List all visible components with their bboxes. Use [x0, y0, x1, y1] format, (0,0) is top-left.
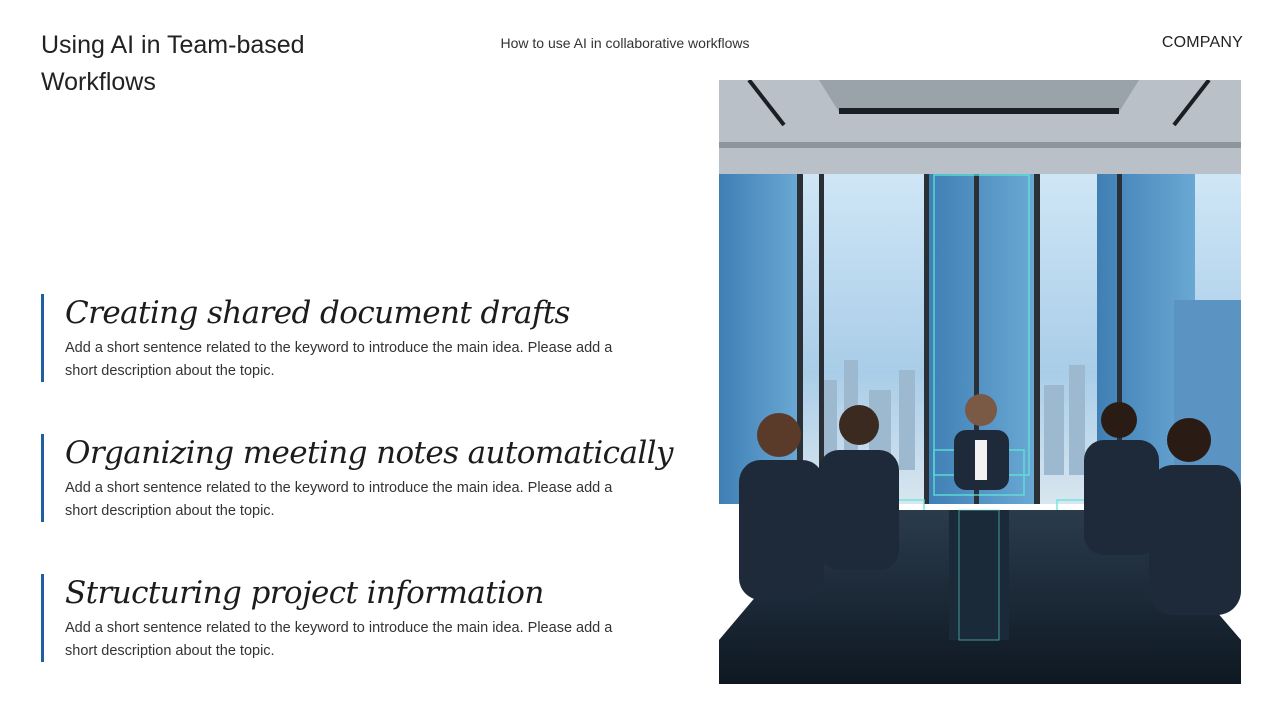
topic-heading: Organizing meeting notes automatically [65, 435, 673, 471]
topic-description: Add a short sentence related to the keyword to introduce the main idea. Please add a short description about the topic. [65, 480, 613, 519]
topic-item-1 [41, 294, 641, 382]
topic-heading: Structuring project information [65, 575, 544, 611]
page-title: Using AI in Team-based Workflows [41, 31, 305, 96]
page-subtitle: How to use AI in collaborative workflows [500, 35, 750, 51]
company-name: COMPANY [1161, 34, 1243, 51]
topic-item-3 [41, 574, 641, 662]
topic-description: Add a short sentence related to the keyword to introduce the main idea. Please add a short description about the topic. [65, 340, 613, 379]
meeting-room-photo [719, 80, 1241, 684]
topic-heading: Creating shared document drafts [65, 295, 570, 331]
topic-item-2 [41, 434, 673, 522]
topic-description: Add a short sentence related to the keyword to introduce the main idea. Please add a short description about the topic. [65, 620, 613, 659]
